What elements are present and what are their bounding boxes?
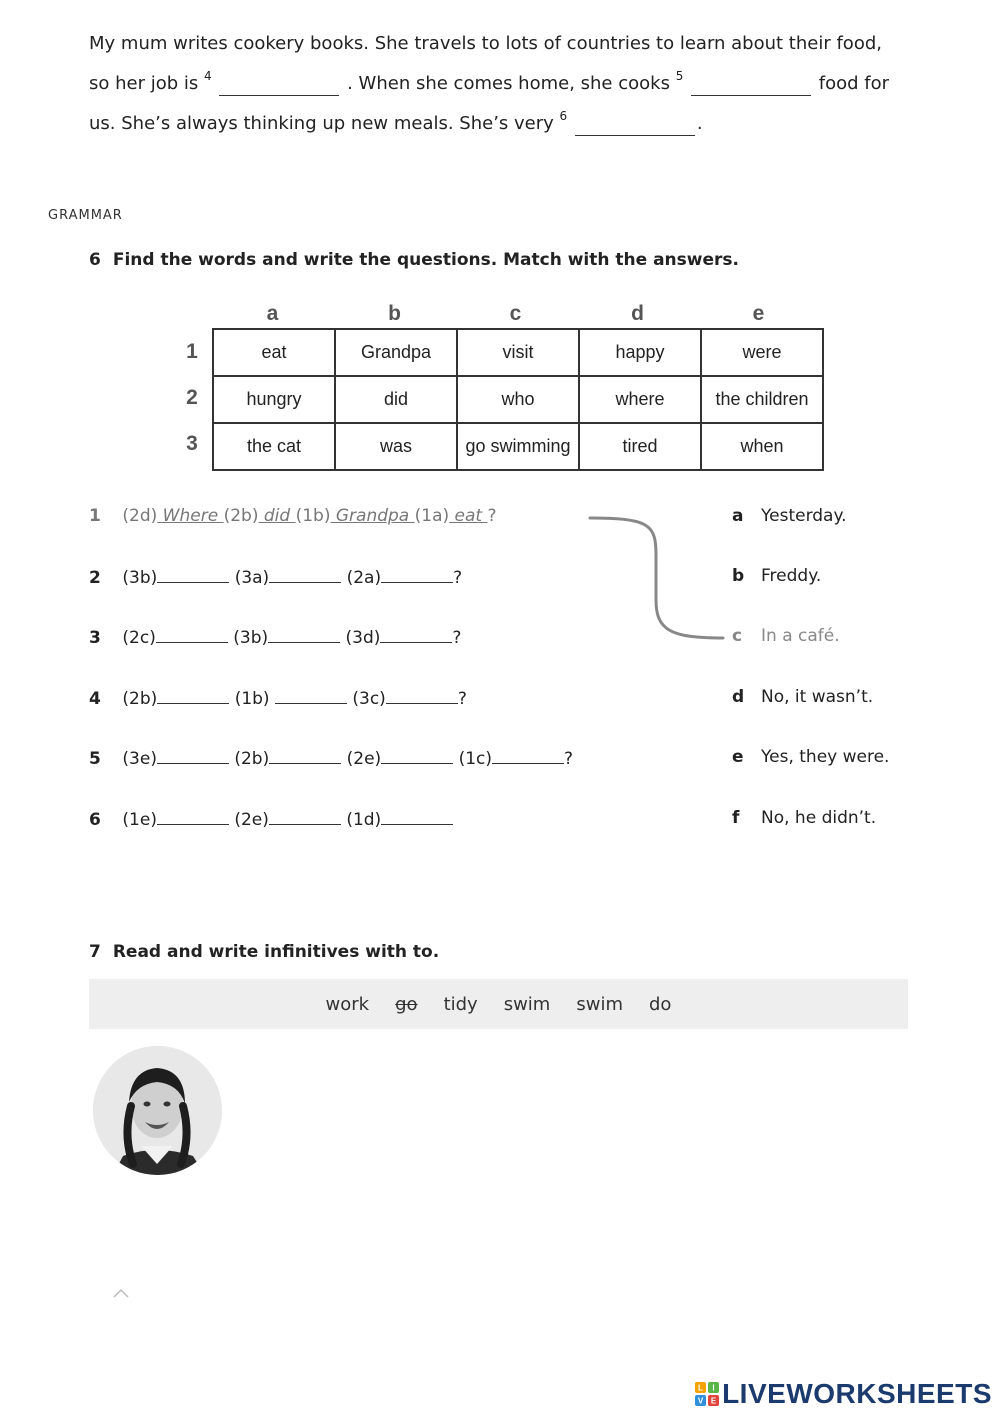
grid-cell-2d: where (579, 376, 701, 423)
answer-blank-4[interactable] (219, 75, 339, 96)
answer-f[interactable]: f No, he didn’t. (732, 808, 877, 828)
col-label-b: b (388, 302, 401, 325)
question-5-gap-2[interactable] (269, 747, 341, 764)
answer-blank-6[interactable] (575, 115, 695, 136)
question-4-gap-2[interactable] (275, 687, 347, 704)
question-6-gap-3[interactable] (381, 808, 453, 825)
word-tidy: tidy (443, 993, 478, 1015)
grid-cell-3e: when (701, 423, 823, 470)
answer-a[interactable]: a Yesterday. (732, 506, 847, 526)
liveworksheets-logo-mark (695, 1382, 719, 1406)
row-label-2: 2 (186, 386, 198, 409)
grid-cell-2b: did (335, 376, 457, 423)
grid-cell-1b: Grandpa (335, 329, 457, 376)
svg-text:L: L (698, 1383, 704, 1393)
word-swim-2: swim (576, 993, 623, 1015)
question-5-gap-1[interactable] (157, 747, 229, 764)
question-4-gap-3[interactable] (386, 687, 458, 704)
grid-cell-1c: visit (457, 329, 579, 376)
question-1-example: 1 (2d) Where (2b) did (1b) Grandpa (1a) eat ? (89, 506, 497, 526)
svg-text:I: I (712, 1383, 715, 1393)
girl-photo (93, 1046, 222, 1175)
row-label-3: 3 (186, 432, 198, 455)
question-3-gap-3[interactable] (380, 626, 452, 643)
answer-d[interactable]: d No, it wasn’t. (732, 687, 874, 707)
grid-cell-3b: was (335, 423, 457, 470)
blank-number-6: 6 (559, 109, 568, 123)
question-2-gap-2[interactable] (269, 566, 341, 583)
paragraph-line-2: so her job is $^4$ . When she comes home, she cooks $^5$ food for (89, 69, 890, 94)
col-label-a: a (266, 302, 279, 325)
question-4-gap-1[interactable] (157, 687, 229, 704)
grid-cell-1e: were (701, 329, 823, 376)
liveworksheets-logo-text: LIVEWORKSHEETS (722, 1378, 992, 1409)
match-connector-line (580, 505, 740, 655)
blank-number-5: 5 (675, 69, 684, 83)
word-box (89, 979, 908, 1029)
question-3-gap-1[interactable] (156, 626, 228, 643)
question-5: 5 (3e) (2b) (2e) (1c) ? (89, 749, 574, 769)
exercise-6-heading: 6 Find the words and write the questions. Match with the answers. (89, 250, 739, 270)
svg-text:V: V (697, 1396, 704, 1406)
answer-c[interactable]: c In a café. (732, 626, 840, 646)
question-6-gap-1[interactable] (157, 808, 229, 825)
grid-cell-1a: eat (213, 329, 335, 376)
question-6-gap-2[interactable] (269, 808, 341, 825)
question-4: 4 (2b) (1b) (3c) ? (89, 689, 467, 709)
grid-row-2 (213, 376, 823, 423)
blank-number-4: 4 (204, 69, 212, 83)
grid-row-3 (213, 423, 823, 470)
question-5-gap-3[interactable] (381, 747, 453, 764)
answer-e[interactable]: e Yes, they were. (732, 747, 890, 767)
word-do: do (648, 993, 672, 1015)
answer-b[interactable]: b Freddy. (732, 566, 822, 586)
answer-blank-5[interactable] (691, 75, 811, 96)
exercise-7-heading: 7 Read and write infinitives with to. (89, 942, 440, 962)
grid-cell-3c: go swimming (457, 423, 579, 470)
girl-portrait-image (93, 1046, 222, 1175)
col-label-c: c (509, 302, 522, 325)
word-work: work (325, 993, 370, 1015)
word-grid (212, 328, 824, 471)
grid-cell-1d: happy (579, 329, 701, 376)
grid-cell-3d: tired (579, 423, 701, 470)
chevron-up-icon[interactable] (112, 1287, 130, 1299)
word-grid-table (212, 328, 824, 471)
question-5-gap-4[interactable] (492, 747, 564, 764)
grid-row-1 (213, 329, 823, 376)
question-3: 3 (2c) (3b) (3d) ? (89, 628, 462, 648)
liveworksheets-logo (695, 1378, 992, 1410)
col-label-e: e (752, 302, 765, 325)
paragraph-line-1: My mum writes cookery books. She travels to lots of countries to learn about their food, (89, 33, 882, 54)
question-2-gap-1[interactable] (157, 566, 229, 583)
grid-cell-2c: who (457, 376, 579, 423)
story-paragraph (89, 26, 919, 141)
word-go-crossed: go (395, 993, 418, 1015)
question-6: 6 (1e) (2e) (1d) (89, 808, 453, 830)
row-label-1: 1 (186, 340, 198, 363)
question-3-gap-2[interactable] (268, 626, 340, 643)
grid-cell-3a: the cat (213, 423, 335, 470)
question-2-gap-3[interactable] (381, 566, 453, 583)
col-label-d: d (631, 302, 644, 325)
section-label: GRAMMAR (48, 208, 123, 223)
question-2: 2 (3b) (3a) (2a) ? (89, 568, 463, 588)
grid-cell-2e: the children (701, 376, 823, 423)
grid-cell-2a: hungry (213, 376, 335, 423)
paragraph-line-3: us. She’s always thinking up new meals. She’s very $^6$ . (89, 109, 703, 134)
word-swim-1: swim (503, 993, 551, 1015)
svg-text:E: E (710, 1396, 717, 1406)
